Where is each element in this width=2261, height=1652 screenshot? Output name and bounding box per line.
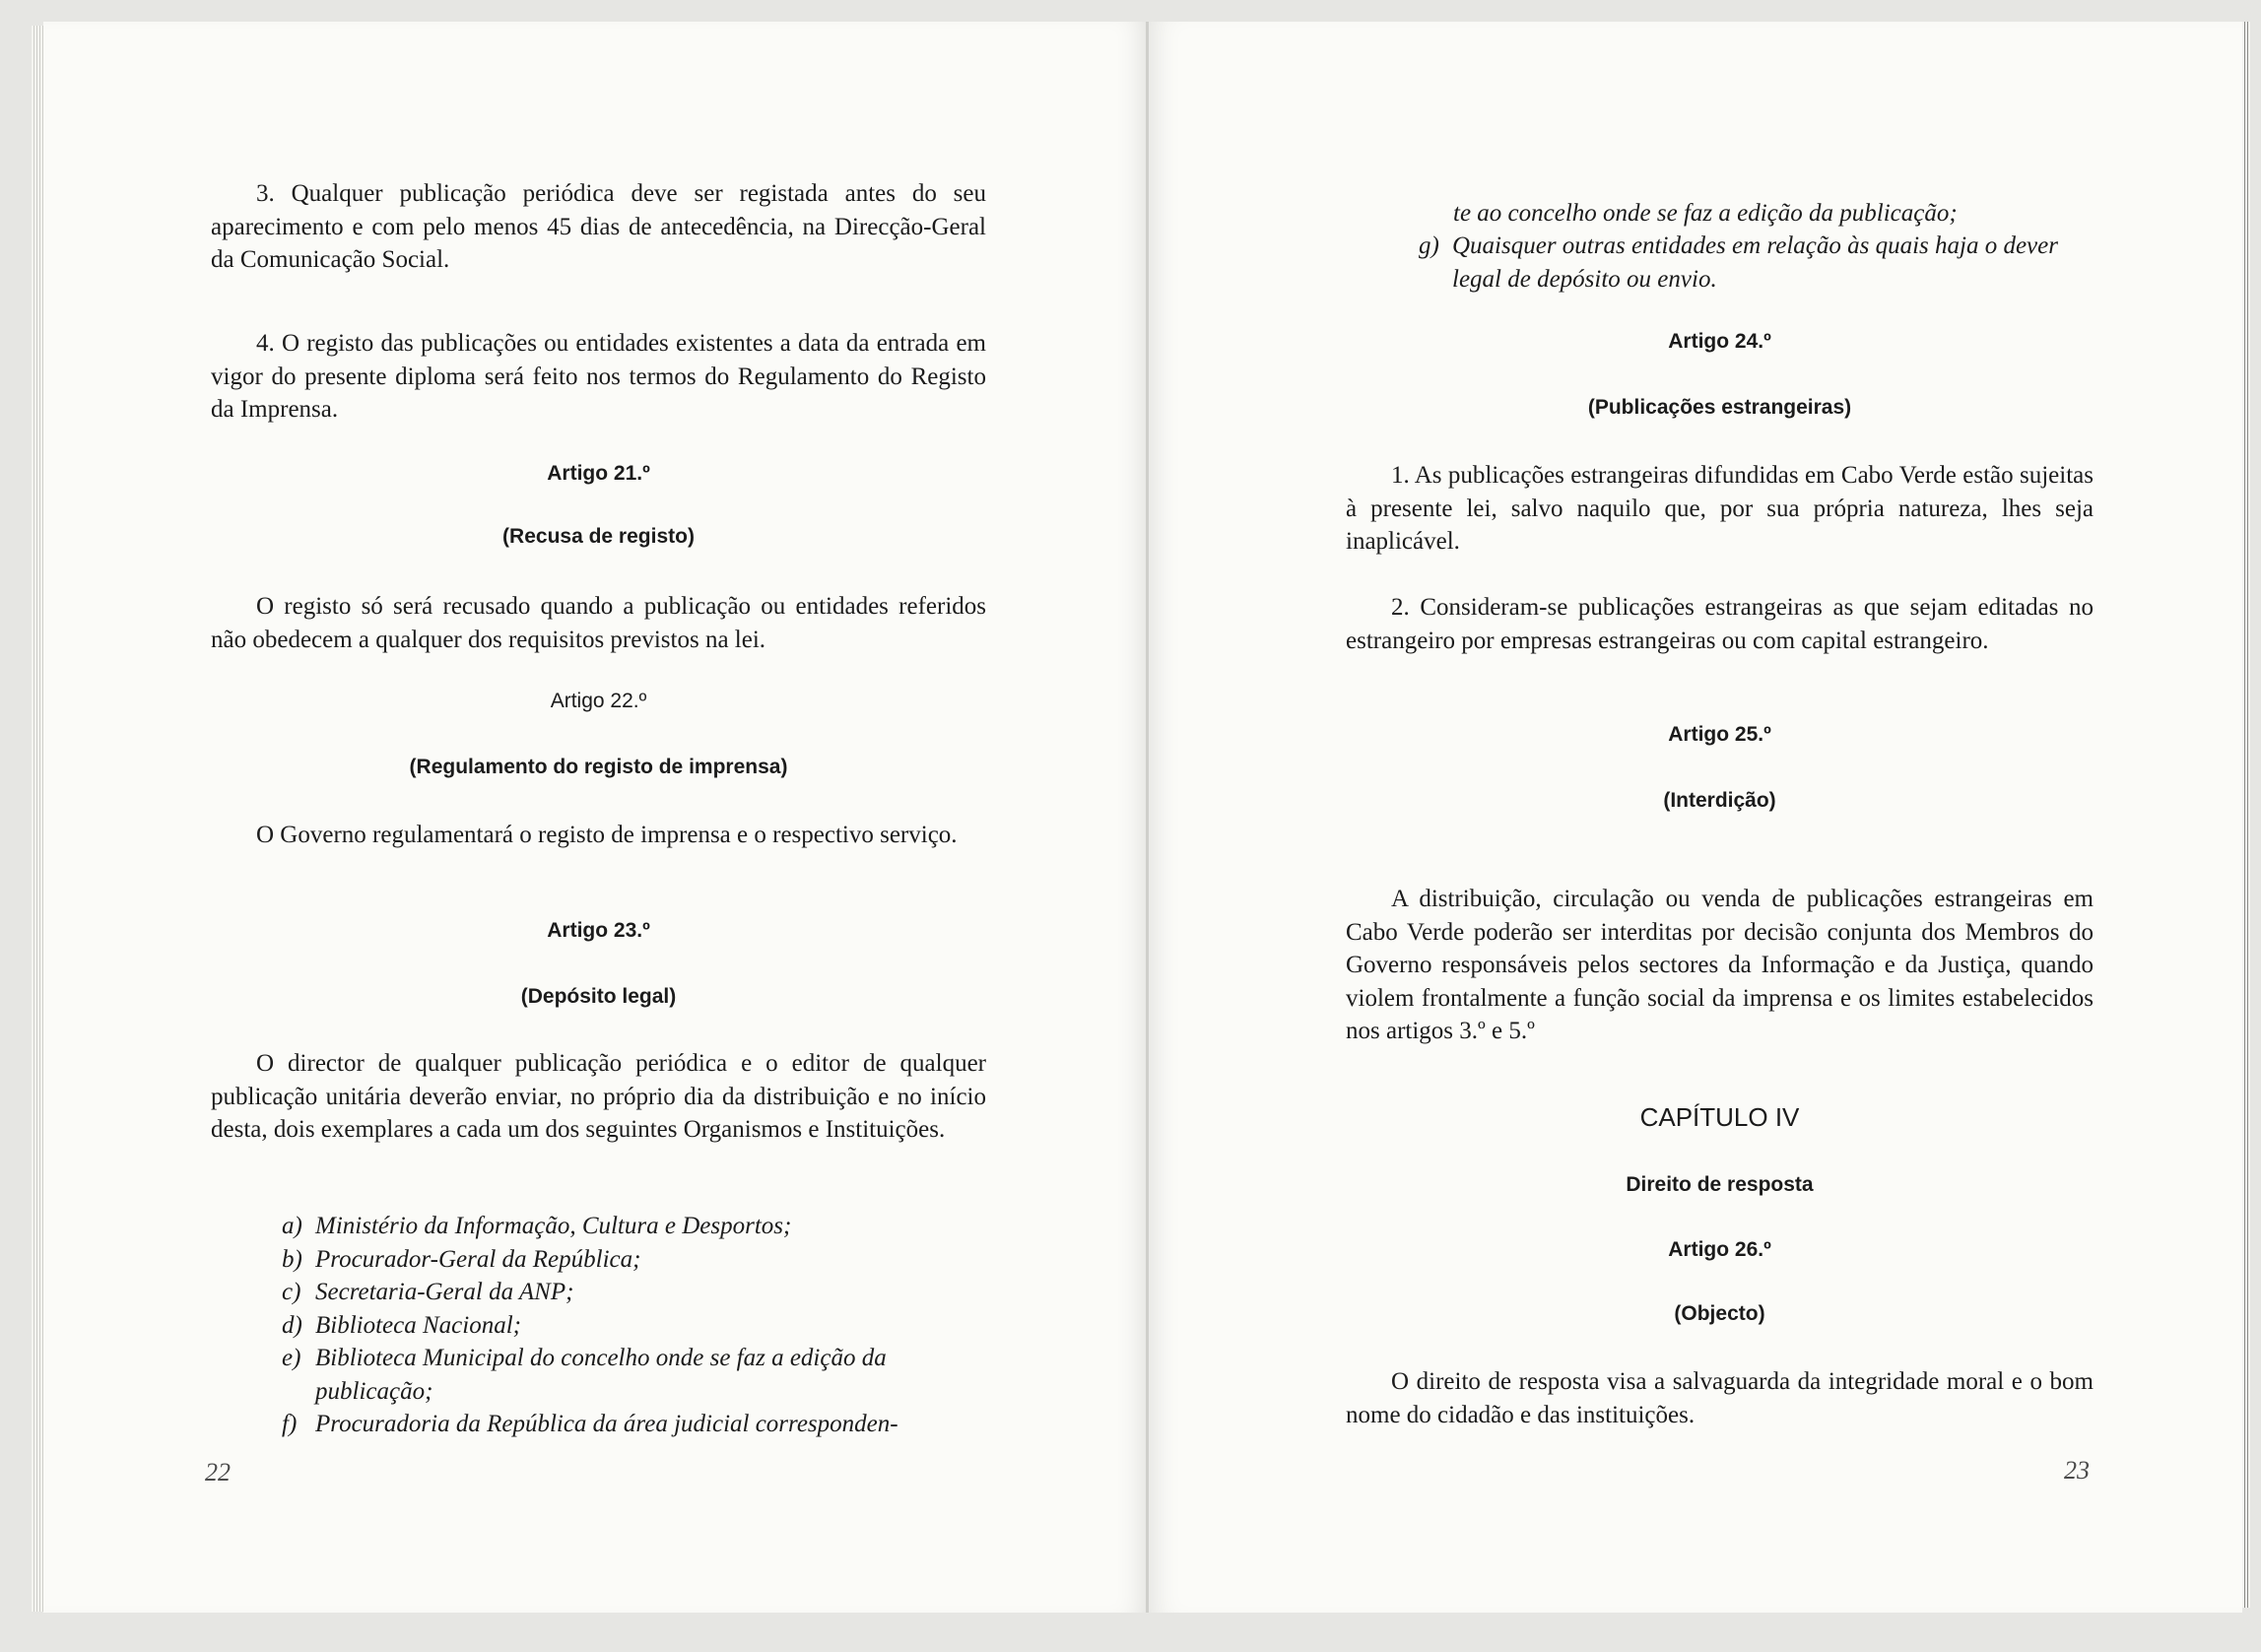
article-23-title: Artigo 23.º	[547, 919, 650, 942]
article-26-title: Artigo 26.º	[1668, 1238, 1771, 1261]
article-21-subtitle: (Recusa de registo)	[502, 525, 695, 548]
list-item: b) Procurador-Geral da República;	[282, 1245, 641, 1273]
article-22-body	[211, 819, 986, 852]
article-25-text: A distribuição, circulação ou venda de publicações estrangeiras em Cabo Verde poderão ser interditas por decisão conjunta dos Membros do Governo responsáveis pelos sectores da Informação e da Justiça, quando violem frontalmente a função social da imprensa e os limites estabelecidos nos artigos 3.º e 5.º	[1346, 886, 2094, 1044]
article-23-text: O director de qualquer publicação periódica e o editor de qualquer publicação unitária deverão enviar, no próprio dia da distribuição e no início desta, dois exemplares a cada um dos seguintes Organismos e Instituições.	[211, 1050, 986, 1143]
article-22-subtitle: (Regulamento do registo de imprensa)	[409, 756, 788, 778]
article-25-title: Artigo 25.º	[1668, 723, 1771, 746]
article-24-subtitle: (Publicações estrangeiras)	[1587, 396, 1852, 419]
list-item: d) Biblioteca Nacional;	[282, 1311, 521, 1339]
right-page	[1149, 22, 2242, 1613]
article-22-text: O Governo regulamentará o registo de imprensa e o respectivo serviço.	[256, 822, 958, 848]
article-21-body	[211, 590, 986, 656]
list-item-g	[1419, 230, 2094, 296]
article-24-paragraph-2	[1346, 591, 2094, 657]
list-item: e) Biblioteca Municipal do concelho onde se faz a edição da publicação;	[282, 1345, 887, 1405]
article-24-p2-text: 2. Consideram-se publicações estrangeiras as que sejam editadas no estrangeiro por empresas estrangeiras ou com capital estrangeiro.	[1346, 594, 2094, 654]
list-item: g) Quaisquer outras entidades em relação às quais haja o dever legal de depósito ou envio.	[1419, 232, 2058, 293]
paragraph-4	[211, 327, 986, 427]
article-21-title: Artigo 21.º	[547, 462, 650, 485]
page-number-right: 23	[2064, 1456, 2090, 1485]
list-continuation	[1453, 197, 2094, 231]
article-26-body	[1346, 1365, 2094, 1431]
article-25-body	[1346, 883, 2094, 1048]
article-21-text: O registo só será recusado quando a publicação ou entidades referidos não obedecem a qualquer dos requisitos previstos na lei.	[211, 593, 986, 653]
article-26-subtitle: (Objecto)	[1674, 1302, 1765, 1325]
article-23-body	[211, 1047, 986, 1147]
list-item: c) Secretaria-Geral da ANP;	[282, 1279, 574, 1305]
article-23-subtitle: (Depósito legal)	[520, 985, 677, 1008]
chapter-subtitle: Direito de resposta	[1626, 1173, 1814, 1196]
article-22-title: Artigo 22.º	[550, 690, 647, 712]
page-number-left: 22	[205, 1458, 231, 1487]
deposit-list	[282, 1210, 986, 1441]
paragraph-3-text: 3. Qualquer publicação periódica deve ser registada antes do seu aparecimento e com pelo menos 45 dias de antecedência, na Direcção-Geral da Comunicação Social.	[211, 180, 986, 273]
paragraph-4-text: 4. O registo das publicações ou entidades existentes a data da entrada em vigor do presente diploma será feito nos termos do Regulamento do Registo da Imprensa.	[211, 330, 986, 423]
list-item: a) Ministério da Informação, Cultura e Desportos;	[282, 1213, 792, 1239]
list-item: f) Procuradoria da República da área judicial corresponden-	[282, 1411, 898, 1437]
chapter-title: CAPÍTULO IV	[1639, 1102, 1800, 1132]
page-stack-edge-right	[2242, 22, 2250, 1608]
item-f-continuation: te ao concelho onde se faz a edição da publicação;	[1453, 200, 1958, 227]
left-page	[43, 22, 1149, 1613]
paragraph-3	[211, 177, 986, 277]
article-24-p1-text: 1. As publicações estrangeiras difundidas em Cabo Verde estão sujeitas à presente lei, salvo naquilo que, por sua própria natureza, lhes seja inaplicável.	[1346, 462, 2094, 555]
article-25-subtitle: (Interdição)	[1663, 789, 1776, 812]
article-26-text: O direito de resposta visa a salvaguarda da integridade moral e o bom nome do cidadão e das instituições.	[1346, 1368, 2094, 1428]
article-24-title: Artigo 24.º	[1668, 330, 1771, 353]
article-24-paragraph-1	[1346, 459, 2094, 559]
